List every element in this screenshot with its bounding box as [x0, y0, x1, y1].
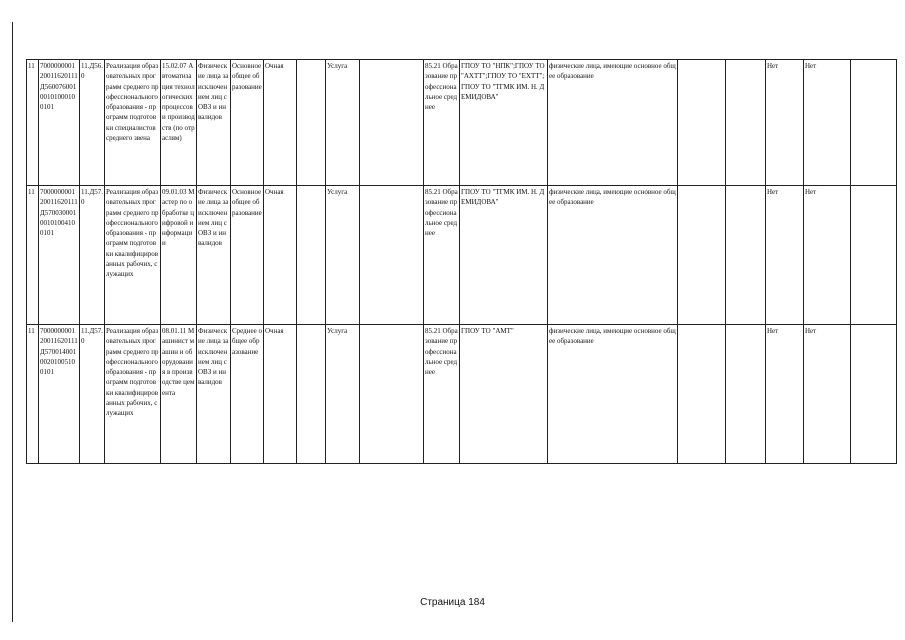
empty-cell	[297, 325, 326, 464]
row-number: 11	[27, 60, 39, 186]
consumers: физические лица, имеющие основное общее образование	[548, 60, 678, 186]
specialty: 09.01.03 Мастер по обработке цифровой информации	[161, 186, 197, 325]
consumers: физические лица, имеющие основное общее образование	[548, 186, 678, 325]
empty-cell	[726, 60, 766, 186]
service-name: Реализация образовательных программ среднего профессионального образования - программ подготовки квалифицированных рабочих, служащих	[105, 325, 161, 464]
type: Услуга	[326, 60, 360, 186]
consumer-category: Физические лица за исключением лиц с ОВЗ и инвалидов	[197, 325, 231, 464]
empty-cell	[678, 325, 726, 464]
specialty: 08.01.11 Машинист машин и оборудования в производстве цемента	[161, 325, 197, 464]
education-basis: Среднее общее образование	[231, 325, 264, 464]
type: Услуга	[326, 325, 360, 464]
empty-cell	[297, 186, 326, 325]
empty-cell	[726, 325, 766, 464]
flag-1: Нет	[766, 60, 804, 186]
services-registry-table	[26, 59, 905, 464]
empty-cell	[851, 60, 897, 186]
empty-cell	[678, 186, 726, 325]
specialty: 15.02.07 Автоматизация технологических процессов и производств (по отраслям)	[161, 60, 197, 186]
service-code: 11.Д57.0	[80, 186, 105, 325]
service-name: Реализация образовательных программ среднего профессионального образования - программ подготовки квалифицированных рабочих, служащих	[105, 186, 161, 325]
flag-2: Нет	[804, 186, 851, 325]
page-number: Страница 184	[420, 597, 485, 608]
registry-code: 700000000120011620111Д57001400100201005100101	[39, 325, 80, 464]
education-basis: Основное общее образование	[231, 60, 264, 186]
empty-cell	[726, 186, 766, 325]
empty-cell	[678, 60, 726, 186]
consumer-category: Физические лица за исключением лиц с ОВЗ и инвалидов	[197, 60, 231, 186]
empty-cell	[297, 60, 326, 186]
left-margin-rule	[12, 22, 13, 622]
empty-cell	[851, 186, 897, 325]
empty-cell	[360, 325, 424, 464]
flag-1: Нет	[766, 186, 804, 325]
row-number: 11	[27, 186, 39, 325]
study-form: Очная	[264, 186, 297, 325]
institution: ГПОУ ТО "ТГМК ИМ. Н. ДЕМИДОВА"	[460, 186, 548, 325]
consumer-category: Физические лица за исключением лиц с ОВЗ и инвалидов	[197, 186, 231, 325]
table-row	[27, 186, 905, 325]
okved: 85.21 Образование профессиональное среднее	[424, 186, 460, 325]
study-form: Очная	[264, 325, 297, 464]
flag-2: Нет	[804, 60, 851, 186]
education-basis: Основное общее образование	[231, 186, 264, 325]
empty-cell	[360, 60, 424, 186]
study-form: Очная	[264, 60, 297, 186]
okved: 85.21 Образование профессиональное среднее	[424, 325, 460, 464]
institution: ГПОУ ТО "АМТ"	[460, 325, 548, 464]
type: Услуга	[326, 186, 360, 325]
service-name: Реализация образовательных программ среднего профессионального образования - программ подготовки специалистов среднего звена	[105, 60, 161, 186]
empty-cell	[360, 186, 424, 325]
flag-2: Нет	[804, 325, 851, 464]
service-code: 11.Д57.0	[80, 325, 105, 464]
okved: 85.21 Образование профессиональное среднее	[424, 60, 460, 186]
table-row	[27, 60, 905, 186]
registry-code: 700000000120011620111Д56007600100101000100101	[39, 60, 80, 186]
table-row	[27, 325, 905, 464]
row-number: 11	[27, 325, 39, 464]
consumers: физические лица, имеющие основное общее образование	[548, 325, 678, 464]
registry-code: 700000000120011620111Д57003000100101004100101	[39, 186, 80, 325]
flag-1: Нет	[766, 325, 804, 464]
institution: ГПОУ ТО "НПК";ГПОУ ТО "АХТТ";ГПОУ ТО "ЕХТТ";ГПОУ ТО "ТГМК ИМ. Н. ДЕМИДОВА"	[460, 60, 548, 186]
service-code: 11.Д56.0	[80, 60, 105, 186]
empty-cell	[851, 325, 897, 464]
